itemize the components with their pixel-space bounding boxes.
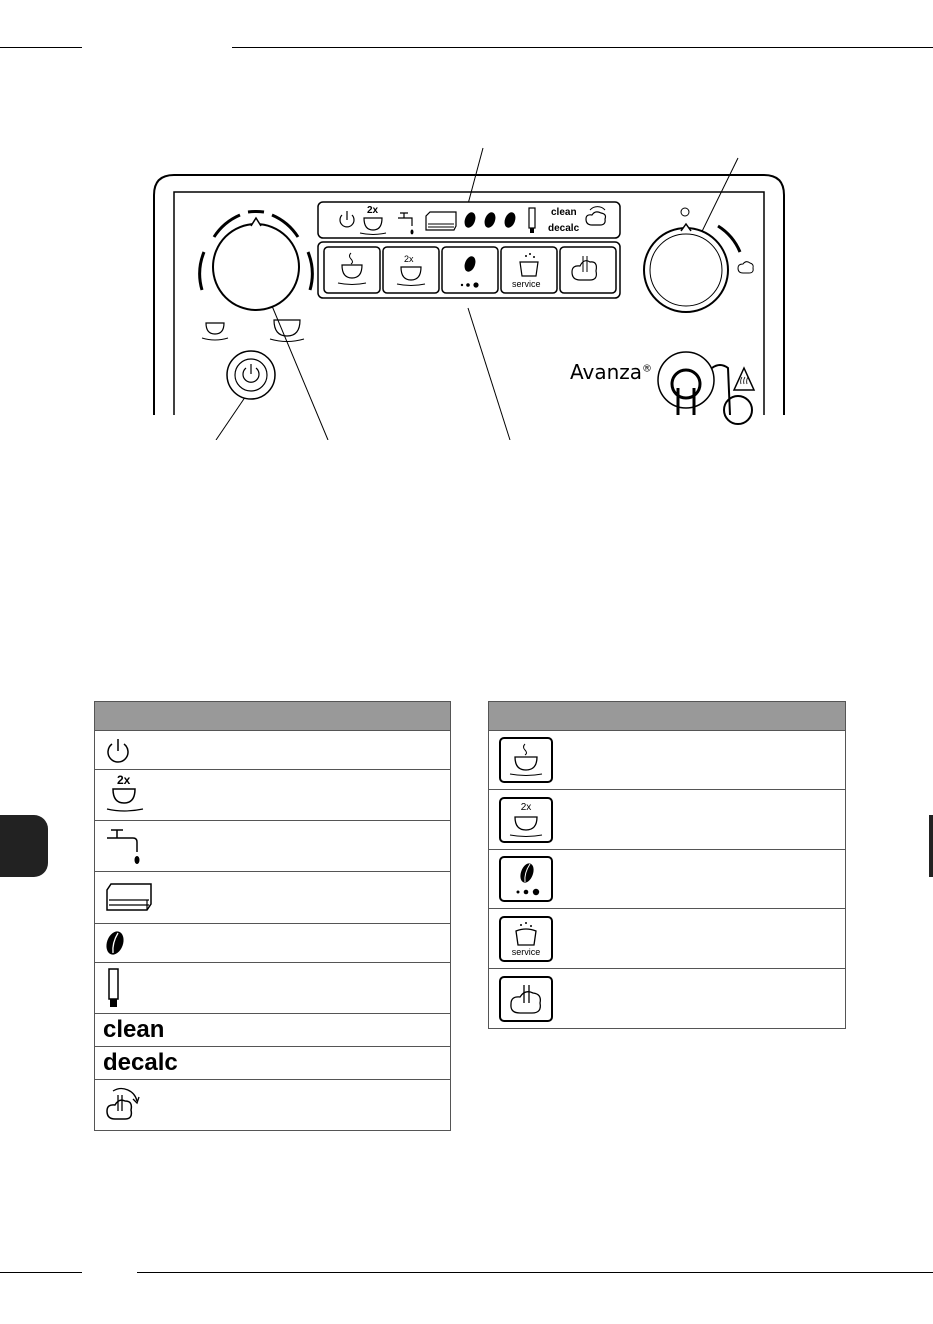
drip-tray-icon [103,878,155,918]
double-cup-button-icon [499,797,553,843]
display-decalc-label: decalc [548,223,580,234]
control-panel-diagram [140,140,800,440]
model-name [570,360,652,384]
table-row [95,1014,450,1047]
table-row [95,963,450,1014]
top-rule-left [0,47,82,48]
page-edge-marker [929,815,933,877]
water-filter-icon [103,967,123,1009]
table-row [95,924,450,963]
steam-button-icon [499,976,553,1022]
double-cup-label: 2x [117,773,131,787]
single-cup-button-icon [499,737,553,783]
clean-label: clean [103,1016,165,1043]
top-rule-right [232,47,933,48]
aroma-bean-button-icon [499,856,553,902]
table-row [95,770,450,821]
model-name-text: Avanza [570,360,643,384]
service-button-icon [499,916,553,962]
table-row [489,790,845,850]
service-button-label: service [511,946,541,957]
power-icon [103,735,133,765]
double-cup-icon [103,773,147,817]
bottom-rule-left [0,1272,82,1273]
table-row [95,731,450,770]
steam-rotate-icon [103,1083,143,1127]
button-service-label: service [512,279,541,289]
button-symbols-table [488,701,846,1029]
table-row [489,850,845,909]
table-row [489,909,845,969]
button-2x-label: 2x [404,254,414,264]
display-2x-label: 2x [367,205,379,216]
table-row [95,1047,450,1080]
bottom-rule-right [137,1272,933,1273]
display-symbols-table [94,701,451,1131]
table-row [95,1080,450,1130]
table-row [489,731,845,790]
double-cup-button-label: 2x [520,801,532,813]
display-clean-label: clean [551,207,577,218]
table-header [95,702,450,731]
table-row [489,969,845,1028]
coffee-bean-icon [103,928,127,958]
decalc-label: decalc [103,1049,178,1076]
table-header [489,702,845,731]
registered-mark: ® [642,363,653,375]
table-row [95,821,450,872]
chapter-tab [0,815,48,877]
table-row [95,872,450,924]
water-tap-icon [103,824,147,868]
